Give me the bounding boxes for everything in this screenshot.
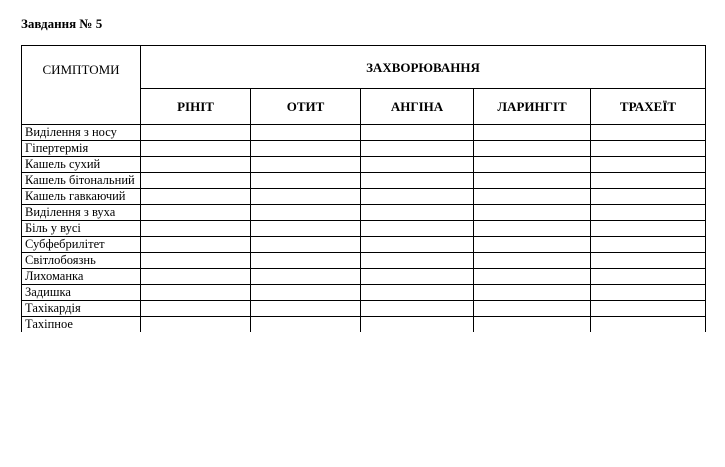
- column-header-angina: АНГІНА: [361, 89, 474, 125]
- table-body: [22, 125, 706, 333]
- empty-cell[interactable]: [251, 173, 361, 189]
- empty-cell[interactable]: [251, 157, 361, 173]
- symptom-label: Кашель сухий: [22, 157, 141, 173]
- table-row: [22, 253, 706, 269]
- table-row: [22, 269, 706, 285]
- empty-cell[interactable]: [361, 189, 474, 205]
- diseases-header: ЗАХВОРЮВАННЯ: [141, 46, 706, 89]
- empty-cell[interactable]: [591, 285, 706, 301]
- empty-cell[interactable]: [474, 269, 591, 285]
- empty-cell[interactable]: [474, 301, 591, 317]
- empty-cell[interactable]: [474, 237, 591, 253]
- empty-cell[interactable]: [361, 237, 474, 253]
- table-row: [22, 285, 706, 301]
- table-row: [22, 205, 706, 221]
- empty-cell[interactable]: [474, 141, 591, 157]
- empty-cell[interactable]: [141, 157, 251, 173]
- empty-cell[interactable]: [591, 317, 706, 333]
- table-row: [22, 221, 706, 237]
- empty-cell[interactable]: [141, 269, 251, 285]
- symptom-label: Тахікардія: [22, 301, 141, 317]
- empty-cell[interactable]: [361, 173, 474, 189]
- symptom-label: Лихоманка: [22, 269, 141, 285]
- symptoms-header: СИМПТОМИ: [22, 46, 141, 125]
- empty-cell[interactable]: [591, 205, 706, 221]
- column-header-laryngitis: ЛАРИНГІТ: [474, 89, 591, 125]
- empty-cell[interactable]: [251, 125, 361, 141]
- symptom-label: Біль у вусі: [22, 221, 141, 237]
- empty-cell[interactable]: [251, 269, 361, 285]
- empty-cell[interactable]: [474, 125, 591, 141]
- empty-cell[interactable]: [474, 157, 591, 173]
- empty-cell[interactable]: [361, 141, 474, 157]
- empty-cell[interactable]: [361, 253, 474, 269]
- empty-cell[interactable]: [251, 237, 361, 253]
- table-row: [22, 125, 706, 141]
- empty-cell[interactable]: [251, 205, 361, 221]
- symptom-label: Тахіпное: [22, 317, 141, 333]
- empty-cell[interactable]: [474, 173, 591, 189]
- empty-cell[interactable]: [591, 301, 706, 317]
- empty-cell[interactable]: [361, 317, 474, 333]
- empty-cell[interactable]: [141, 125, 251, 141]
- table-row: [22, 173, 706, 189]
- table-row: [22, 301, 706, 317]
- empty-cell[interactable]: [361, 125, 474, 141]
- empty-cell[interactable]: [591, 141, 706, 157]
- empty-cell[interactable]: [251, 189, 361, 205]
- column-header-rhinitis: РІНІТ: [141, 89, 251, 125]
- empty-cell[interactable]: [474, 189, 591, 205]
- empty-cell[interactable]: [361, 285, 474, 301]
- empty-cell[interactable]: [474, 317, 591, 333]
- empty-cell[interactable]: [591, 237, 706, 253]
- empty-cell[interactable]: [361, 157, 474, 173]
- empty-cell[interactable]: [141, 237, 251, 253]
- empty-cell[interactable]: [141, 173, 251, 189]
- table-row: [22, 317, 706, 333]
- empty-cell[interactable]: [141, 141, 251, 157]
- task-title: Завдання № 5: [21, 16, 103, 31]
- table-row: [22, 141, 706, 157]
- empty-cell[interactable]: [141, 253, 251, 269]
- symptom-label: Кашель гавкаючий: [22, 189, 141, 205]
- empty-cell[interactable]: [591, 157, 706, 173]
- empty-cell[interactable]: [474, 285, 591, 301]
- empty-cell[interactable]: [141, 317, 251, 333]
- symptom-label: Кашель бітональний: [22, 173, 141, 189]
- column-header-tracheitis: ТРАХЕЇТ: [591, 89, 706, 125]
- symptoms-table: [21, 45, 706, 332]
- empty-cell[interactable]: [251, 301, 361, 317]
- symptom-label: Виділення з носу: [22, 125, 141, 141]
- symptom-label: Виділення з вуха: [22, 205, 141, 221]
- empty-cell[interactable]: [251, 285, 361, 301]
- empty-cell[interactable]: [141, 301, 251, 317]
- empty-cell[interactable]: [361, 221, 474, 237]
- empty-cell[interactable]: [474, 221, 591, 237]
- empty-cell[interactable]: [141, 285, 251, 301]
- empty-cell[interactable]: [474, 205, 591, 221]
- empty-cell[interactable]: [251, 317, 361, 333]
- empty-cell[interactable]: [591, 125, 706, 141]
- empty-cell[interactable]: [141, 221, 251, 237]
- symptom-label: Гіпертермія: [22, 141, 141, 157]
- empty-cell[interactable]: [141, 189, 251, 205]
- empty-cell[interactable]: [251, 253, 361, 269]
- empty-cell[interactable]: [361, 205, 474, 221]
- column-header-otitis: ОТИТ: [251, 89, 361, 125]
- empty-cell[interactable]: [591, 269, 706, 285]
- empty-cell[interactable]: [251, 141, 361, 157]
- table-row: [22, 157, 706, 173]
- symptom-label: Задишка: [22, 285, 141, 301]
- empty-cell[interactable]: [591, 221, 706, 237]
- empty-cell[interactable]: [361, 301, 474, 317]
- table-row: [22, 237, 706, 253]
- symptom-label: Субфебрилітет: [22, 237, 141, 253]
- empty-cell[interactable]: [474, 253, 591, 269]
- symptom-label: Світлобоязнь: [22, 253, 141, 269]
- empty-cell[interactable]: [141, 205, 251, 221]
- empty-cell[interactable]: [591, 189, 706, 205]
- empty-cell[interactable]: [361, 269, 474, 285]
- empty-cell[interactable]: [591, 253, 706, 269]
- empty-cell[interactable]: [251, 221, 361, 237]
- empty-cell[interactable]: [591, 173, 706, 189]
- table-row: [22, 189, 706, 205]
